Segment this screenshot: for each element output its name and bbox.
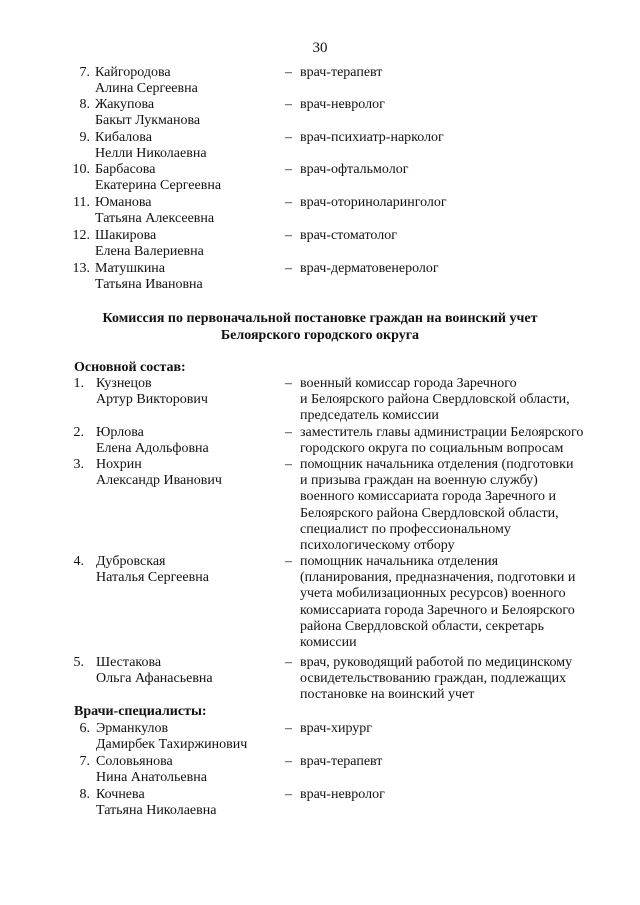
person-surname: Шестакова: [96, 655, 162, 670]
person-role: врач-дерматовенеролог: [300, 261, 439, 276]
person-given-name: Наталья Сергеевна: [96, 570, 209, 586]
person-role: помощник начальника отделения: [300, 554, 499, 569]
person-surname: Кочнева: [96, 787, 145, 802]
person-surname: Юманова: [95, 195, 152, 210]
person-role: района Свердловской области, секретарь: [300, 618, 545, 634]
person-given-name: Татьяна Алексеевна: [95, 211, 215, 227]
person-role: заместитель главы администрации Белоярского: [300, 425, 584, 440]
person-surname: Юрлова: [96, 425, 144, 440]
person-role: врач-стоматолог: [300, 228, 397, 243]
person-role: помощник начальника отделения (подготовки: [300, 457, 574, 472]
person-surname: Шакирова: [95, 228, 157, 243]
person-given-name: Дамирбек Тахиржинович: [96, 737, 248, 753]
person-role: комиссариата города Заречного и Белоярского: [300, 602, 575, 618]
person-surname: Барбасова: [95, 162, 156, 177]
person-given-name: Нелли Николаевна: [95, 146, 207, 162]
person-surname: Кайгородова: [95, 65, 171, 80]
person-given-name: Елена Адольфовна: [96, 441, 209, 457]
person-surname: Кузнецов: [96, 376, 152, 391]
person-role: врач-невролог: [300, 97, 385, 112]
person-surname: Дубровская: [96, 554, 166, 569]
person-role: врач-офтальмолог: [300, 162, 409, 177]
person-surname: Нохрин: [96, 457, 142, 472]
person-role: председатель комиссии: [300, 408, 439, 424]
person-role: освидетельствованию граждан, подлежащих: [300, 671, 567, 687]
section-title: Комиссия по первоначальной постановке граждан на воинский учет Белоярского городского округа: [102, 311, 538, 343]
person-role: врач, руководящий работой по медицинскому: [300, 655, 573, 670]
person-given-name: Нина Анатольевна: [96, 770, 207, 786]
person-role: военного комиссариата города Заречного и: [300, 489, 556, 505]
document-page: 30 7. Кайгородова Алина Сергеевна – врач-терапевт 8. Жакупова Бакыт Лукманова – врач-невролог 9. Кибалова Нелли Николаевна – врач-психиатр-нарколог 10. Барбасова Екатерина Сергеевна – врач-офтальмолог 11. Юманова Татьяна Алексеевна – врач-оториноларинголог 12. Шакирова Елена Валериевна – врач-стоматолог 13. Матушкина Татьяна Ивановна – врач-дерматовенеролог Комиссия по первоначальной постановке граждан на воинский учет Белоярского городского округа Основной состав: 1. Кузнецов Артур Викторович – военный комиссар города Заречного и Белоярского района Свердловской области, председатель комиссии 2. Юрлова Елена Адольфовна – заместитель главы администрации Белоярского городского округа по социальным вопросам 3. Нохрин Александр Иванович – помощник начальника отделения (подготовки и призыва граждан на военную службу) военного комиссариата города Заречного и Белоярского района Свердловской области, специалист по профессиональному психологическому отбору 4. Дубровская Наталья Сергеевна – помощник начальника отделения (планирования, предназначения, подготовки и учета мобилизационных ресурсов) военного комиссариата города Заречного и Белоярского района Свердловской области, секретарь комиссии 5. Шестакова Ольга Афанасьевна – врач, руководящий работой по медицинскому освидетельствованию граждан, подлежащих постановке на воинский учет Врачи-специалисты: 6. Эрманкулов Дамирбек Тахиржинович – врач-хирург 7. Соловьянова Нина Анатольевна – врач-терапевт 8. Кочнева Татьяна Николаевна – врач-невролог: [0, 0, 640, 905]
person-surname: Эрманкулов: [96, 721, 169, 736]
person-role: врач-оториноларинголог: [300, 195, 447, 210]
person-surname: Соловьянова: [96, 754, 173, 769]
person-given-name: Татьяна Николаевна: [96, 803, 217, 819]
person-given-name: Алина Сергеевна: [95, 81, 198, 97]
person-given-name: Екатерина Сергеевна: [95, 178, 222, 194]
person-surname: Матушкина: [95, 261, 166, 276]
person-role: (планирования, предназначения, подготовки и: [300, 570, 576, 586]
person-role: городского округа по социальным вопросам: [300, 441, 564, 457]
main-composition-label: Основной состав:: [74, 360, 186, 375]
person-role: врач-терапевт: [300, 65, 383, 80]
person-role: врач-терапевт: [300, 754, 383, 769]
person-given-name: Бакыт Лукманова: [95, 113, 201, 129]
person-role: Белоярского района Свердловской области,: [300, 505, 559, 521]
person-given-name: Ольга Афанасьевна: [96, 671, 213, 687]
person-role: врач-хирург: [300, 721, 373, 736]
page-number: 30: [312, 40, 328, 56]
person-role: военный комиссар города Заречного: [300, 376, 517, 391]
person-role: комиссии: [300, 635, 357, 650]
person-role: врач-невролог: [300, 787, 385, 802]
person-role: и Белоярского района Свердловской области,: [300, 392, 570, 408]
person-role: психологическому отбору: [300, 538, 455, 553]
person-given-name: Елена Валериевна: [95, 244, 204, 260]
person-given-name: Артур Викторович: [96, 392, 208, 408]
person-given-name: Александр Иванович: [96, 473, 222, 489]
person-surname: Кибалова: [95, 130, 152, 145]
person-surname: Жакупова: [95, 97, 155, 112]
person-role: постановке на воинский учет: [300, 687, 475, 703]
doctors-label: Врачи-специалисты:: [74, 704, 207, 719]
person-role: учета мобилизационных ресурсов) военного: [300, 586, 566, 602]
person-given-name: Татьяна Ивановна: [95, 277, 203, 293]
person-role: и призыва граждан на военную службу): [300, 473, 538, 489]
person-role: врач-психиатр-нарколог: [300, 130, 444, 145]
person-role: специалист по профессиональному: [300, 521, 511, 537]
